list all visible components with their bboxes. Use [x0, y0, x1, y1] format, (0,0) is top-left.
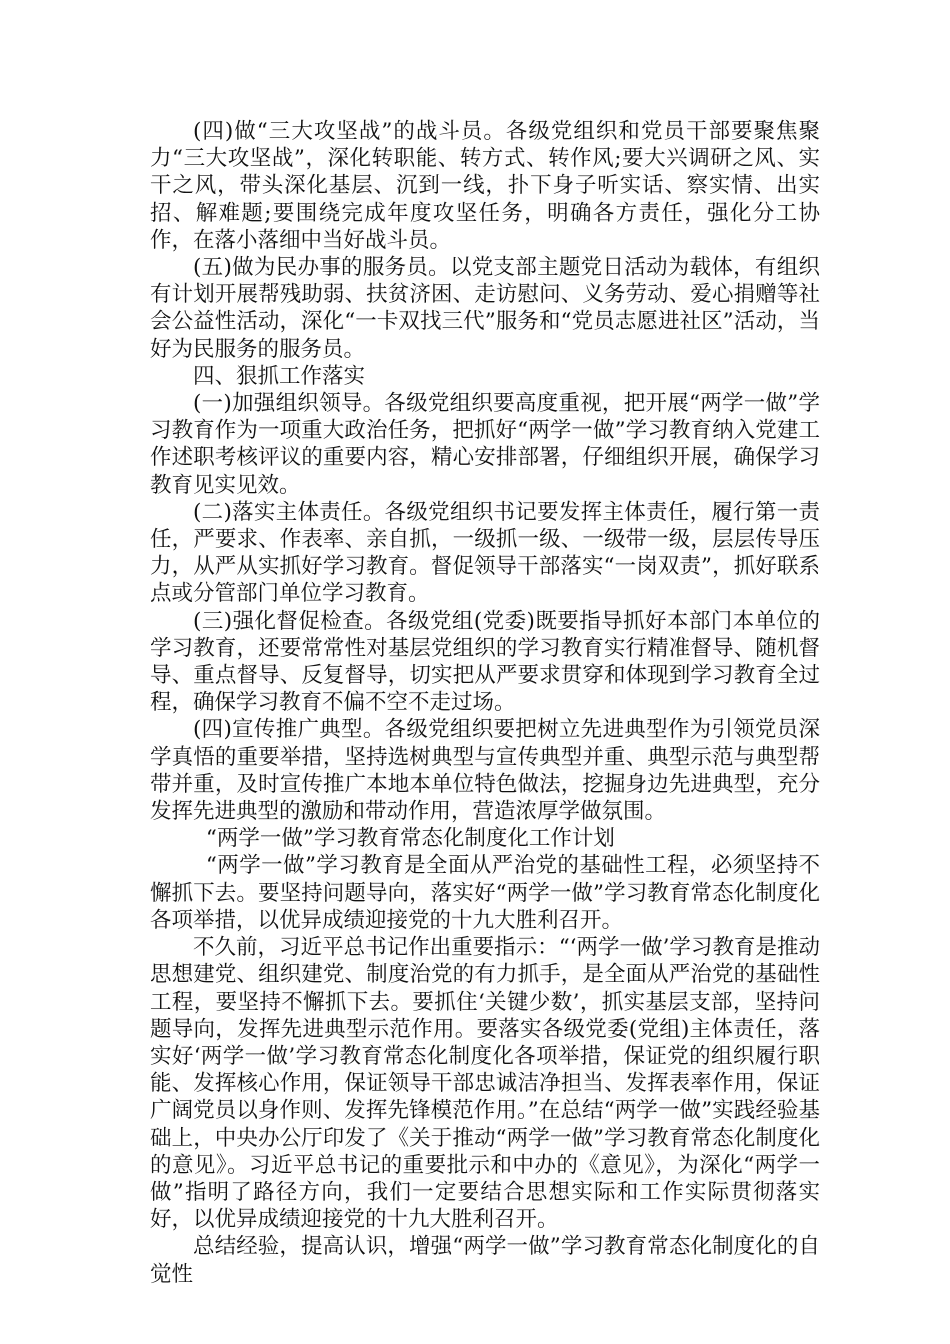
paragraph-supervision: (三)强化督促检查。各级党组(党委)既要指导抓好本部门本单位的学习教育，还要常常性对基层党组织的学习教育实行精准督导、随机督导、重点督导、反复督导，切实把从严要求贯穿和体现到学习教育全过程，确保学习教育不偏不空不走过场。 — [150, 608, 820, 716]
paragraph-main-responsibility: (二)落实主体责任。各级党组织书记要发挥主体责任，履行第一责任，严要求、作表率、亲自抓，一级抓一级、一级带一级，层层传导压力，从严从实抓好学习教育。督促领导干部落实“一岗双责”，抓好联系点或分管部门单位学习教育。 — [150, 499, 820, 607]
paragraph-battle-member: (四)做“三大攻坚战”的战斗员。各级党组织和党员干部要聚焦聚力“三大攻坚战”，深化转职能、转方式、转作风;要大兴调研之风、实干之风，带头深化基层、沉到一线，扑下身子听实话、察实情、出实招、解难题;要围绕完成年度攻坚任务，明确各方责任，强化分工协作，在落小落细中当好战斗员。 — [150, 119, 820, 253]
paragraph-instructions: 不久前，习近平总书记作出重要指示：“‘两学一做’学习教育是推动思想建党、组织建党、制度治党的有力抓手，是全面从严治党的基础性工程，要坚持不懈抓下去。要抓住‘关键少数’，抓实基层支部，坚持问题导向，发挥先进典型示范作用。要落实各级党委(党组)主体责任，落实好‘两学一做’学习教育常态化制度化各项举措，保证党的组织履行职能、发挥核心作用，保证领导干部忠诚洁净担当、发挥表率作用，保证广阔党员以身作则、发挥先锋模范作用。”在总结“两学一做”实践经验基础上，中央办公厅印发了《关于推动“两学一做”学习教育常态化制度化的意见》。习近平总书记的重要批示和中办的《意见》，为深化“两学一做”指明了路径方向，我们一定要结合思想实际和工作实际贯彻落实好，以优异成绩迎接党的十九大胜利召开。 — [150, 935, 820, 1233]
paragraph-publicize-models: (四)宣传推广典型。各级党组织要把树立先进典型作为引领党员深学真悟的重要举措，坚持选树典型与宣传典型并重、典型示范与典型帮带并重，及时宣传推广本地本单位特色做法，挖掘身边先进典型，充分发挥先进典型的激励和带动作用，营造浓厚学做氛围。 — [150, 717, 820, 825]
paragraph-intro: “两学一做”学习教育是全面从严治党的基础性工程，必须坚持不懈抓下去。要坚持问题导向，落实好“两学一做”学习教育常态化制度化各项举措，以优异成绩迎接党的十九大胜利召开。 — [150, 853, 820, 933]
paragraph-service-member: (五)做为民办事的服务员。以党支部主题党日活动为载体，有组织有计划开展帮残助弱、扶贫济困、走访慰问、义务劳动、爱心捐赠等社会公益性活动，深化“一卡双找三代”服务和“党员志愿进社区”活动，当好为民服务的服务员。 — [150, 255, 820, 362]
paragraph-organization-leadership: (一)加强组织领导。各级党组织要高度重视，把开展“两学一做”学习教育作为一项重大政治任务，把抓好“两学一做”学习教育纳入党建工作述职考核评议的重要内容，精心安排部署，仔细组织开展，确保学习教育见实见效。 — [150, 391, 820, 498]
document-title: “两学一做”学习教育常态化制度化工作计划 — [205, 826, 615, 852]
paragraph-summary-heading: 总结经验，提高认识，增强“两学一做”学习教育常态化制度化的自觉性 — [150, 1234, 820, 1287]
section-heading-implementation: 四、狠抓工作落实 — [193, 363, 366, 389]
document-page — [150, 118, 820, 1288]
